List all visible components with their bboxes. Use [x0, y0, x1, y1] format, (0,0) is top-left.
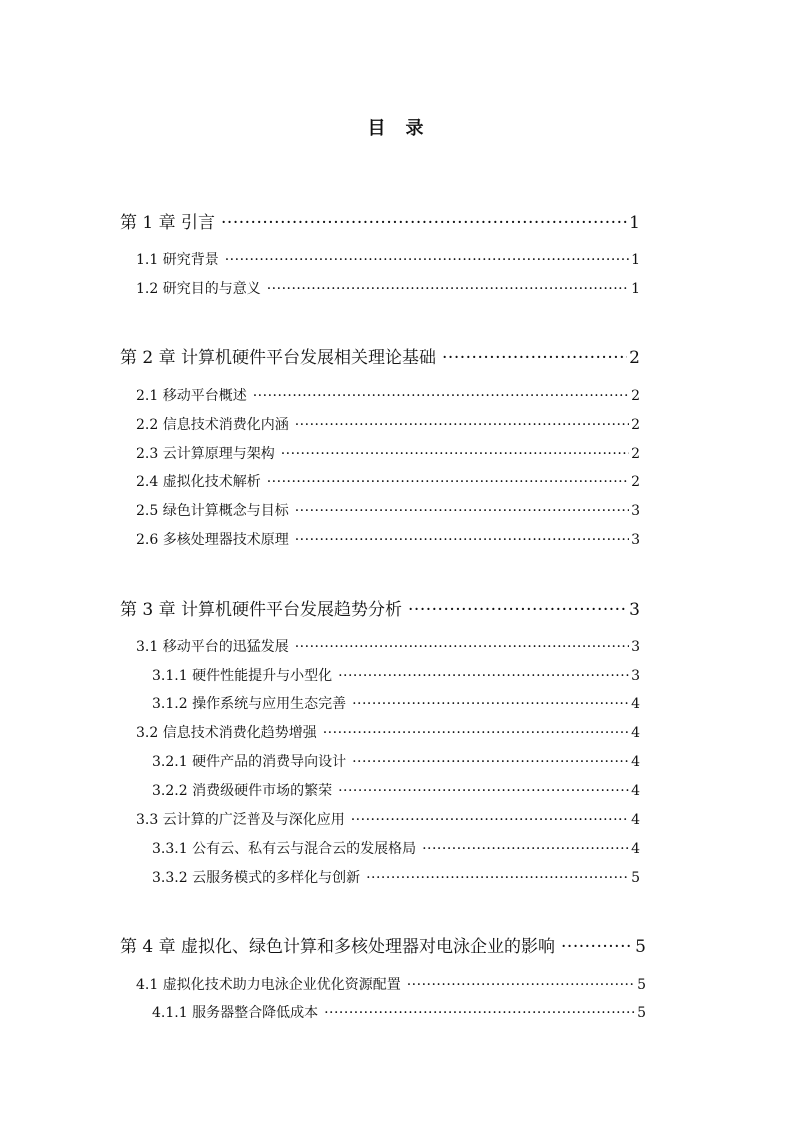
toc-section-1-1[interactable]: [136, 249, 640, 269]
toc-page-number: 5: [637, 977, 646, 993]
leader-dots: [338, 783, 629, 799]
leader-dots: [422, 841, 629, 857]
toc-section-4-1[interactable]: [136, 974, 646, 994]
toc-label: 1.2 研究目的与意义: [136, 281, 261, 297]
leader-dots: [442, 348, 627, 368]
leader-dots: [295, 532, 629, 548]
toc-label: 3.3.1 公有云、私有云与混合云的发展格局: [152, 841, 417, 857]
toc-title-char-2: 录: [405, 118, 426, 139]
leader-dots: [267, 281, 629, 297]
toc-label: 2.2 信息技术消费化内涵: [136, 417, 289, 433]
toc-page-number: 1: [629, 213, 640, 233]
toc-label: 4.1.1 服务器整合降低成本: [152, 1005, 319, 1021]
toc-page-number: 3: [631, 639, 640, 655]
toc-page-number: 1: [631, 281, 640, 297]
toc-chapter-4[interactable]: [120, 932, 646, 957]
leader-dots: [408, 600, 627, 620]
toc-subsection-3-1-1[interactable]: [152, 665, 640, 685]
toc-label: 第 2 章 计算机硬件平台发展相关理论基础: [120, 348, 437, 368]
toc-page-number: 3: [631, 532, 640, 548]
toc-label: 第 4 章 虚拟化、绿色计算和多核处理器对电泳企业的影响: [120, 937, 556, 957]
toc-page-number: 2: [629, 348, 640, 368]
toc-label: 3.3 云计算的广泛普及与深化应用: [136, 812, 345, 828]
toc-label: 3.1.2 操作系统与应用生态完善: [152, 696, 347, 712]
leader-dots: [281, 446, 629, 462]
leader-dots: [351, 812, 629, 828]
toc-label: 第 3 章 计算机硬件平台发展趋势分析: [120, 600, 403, 620]
toc-page-number: 4: [631, 841, 640, 857]
toc-page-number: 2: [631, 388, 640, 404]
toc-page-number: 3: [631, 503, 640, 519]
toc-page-number: 2: [631, 417, 640, 433]
toc-page-number: 4: [631, 725, 640, 741]
toc-label: 3.1 移动平台的迅猛发展: [136, 639, 289, 655]
toc-chapter-3[interactable]: [120, 595, 640, 620]
leader-dots: [253, 388, 629, 404]
toc-page-number: 4: [631, 696, 640, 712]
toc-chapter-2[interactable]: [120, 343, 640, 368]
leader-dots: [323, 725, 629, 741]
toc-subsection-3-3-2[interactable]: [152, 867, 640, 887]
toc-page-number: 4: [631, 783, 640, 799]
toc-section-2-5[interactable]: [136, 500, 640, 520]
toc-label: 3.1.1 硬件性能提升与小型化: [152, 668, 333, 684]
toc-section-2-1[interactable]: [136, 385, 640, 405]
leader-dots: [225, 252, 629, 268]
toc-section-2-2[interactable]: [136, 414, 640, 434]
toc-label: 3.2.2 消费级硬件市场的繁荣: [152, 783, 333, 799]
toc-page-number: 4: [631, 754, 640, 770]
toc-subsection-3-2-1[interactable]: [152, 751, 640, 771]
toc-label: 第 1 章 引言: [120, 213, 216, 233]
toc-label: 2.4 虚拟化技术解析: [136, 474, 261, 490]
toc-section-2-4[interactable]: [136, 471, 640, 491]
toc-page-number: 5: [635, 937, 646, 957]
leader-dots: [407, 977, 635, 993]
toc-label: 2.6 多核处理器技术原理: [136, 532, 289, 548]
toc-section-1-2[interactable]: [136, 278, 640, 298]
toc-section-2-6[interactable]: [136, 529, 640, 549]
toc-label: 2.5 绿色计算概念与目标: [136, 503, 289, 519]
leader-dots: [338, 668, 629, 684]
toc-subsection-3-1-2[interactable]: [152, 693, 640, 713]
leader-dots: [366, 870, 629, 886]
toc-label: 3.2 信息技术消费化趋势增强: [136, 725, 317, 741]
toc-subsection-3-2-2[interactable]: [152, 780, 640, 800]
toc-page-number: 3: [631, 668, 640, 684]
toc-section-2-3[interactable]: [136, 443, 640, 463]
toc-page-number: 2: [631, 474, 640, 490]
toc-page-number: 4: [631, 812, 640, 828]
toc-page-number: 5: [631, 870, 640, 886]
toc-label: 3.2.1 硬件产品的消费导向设计: [152, 754, 347, 770]
toc-label: 3.3.2 云服务模式的多样化与创新: [152, 870, 361, 886]
toc-subsection-4-1-1[interactable]: [152, 1002, 646, 1022]
leader-dots: [295, 639, 629, 655]
leader-dots: [267, 474, 629, 490]
toc-label: 2.1 移动平台概述: [136, 388, 247, 404]
toc-subsection-3-3-1[interactable]: [152, 838, 640, 858]
toc-chapter-1[interactable]: [120, 208, 640, 233]
toc-section-3-2[interactable]: [136, 722, 640, 742]
toc-section-3-3[interactable]: [136, 809, 640, 829]
leader-dots: [352, 754, 629, 770]
toc-page-number: 1: [631, 252, 640, 268]
toc-label: 1.1 研究背景: [136, 252, 219, 268]
toc-title: [0, 114, 793, 140]
leader-dots: [324, 1005, 635, 1021]
leader-dots: [295, 417, 629, 433]
toc-section-3-1[interactable]: [136, 636, 640, 656]
toc-page-number: 2: [631, 446, 640, 462]
toc-label: 4.1 虚拟化技术助力电泳企业优化资源配置: [136, 977, 401, 993]
leader-dots: [352, 696, 629, 712]
leader-dots: [561, 937, 633, 957]
toc-title-char-1: 目: [367, 118, 388, 139]
toc-label: 2.3 云计算原理与架构: [136, 446, 275, 462]
toc-page-number: 5: [637, 1005, 646, 1021]
leader-dots: [295, 503, 629, 519]
leader-dots: [221, 213, 627, 233]
toc-page-number: 3: [629, 600, 640, 620]
